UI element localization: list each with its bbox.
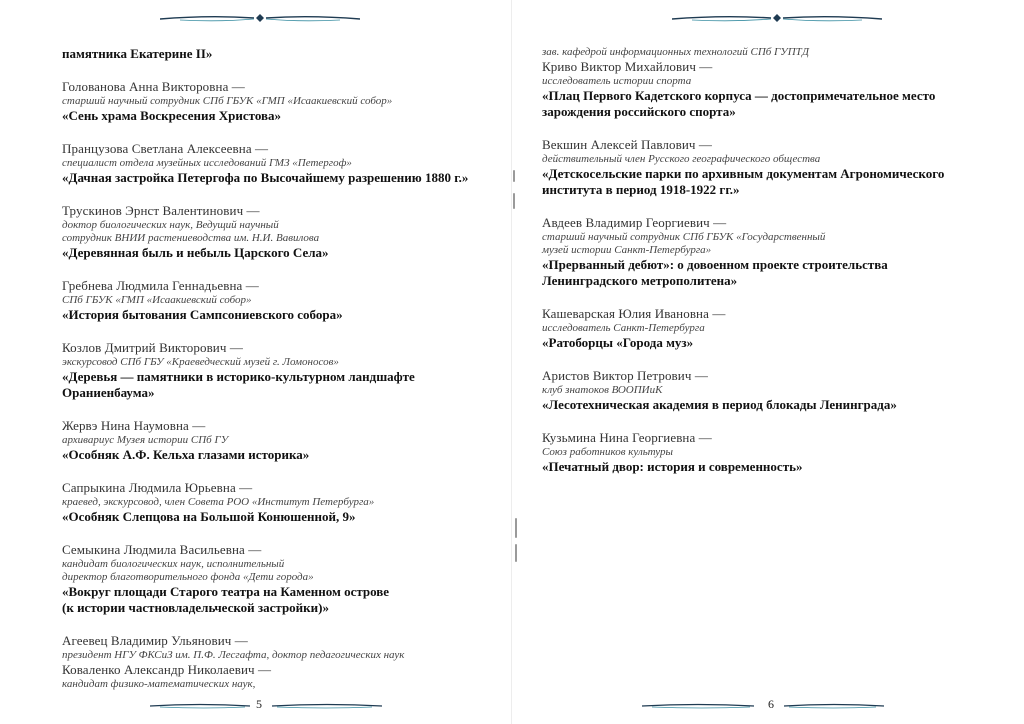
speaker-affiliation: музей истории Санкт-Петербурга» (542, 244, 712, 256)
speaker-name: Агеевец Владимир Ульянович — (62, 633, 248, 648)
talk-title: «Печатный двор: история и современность» (542, 459, 803, 474)
talk-title: «Ратоборцы «Города муз» (542, 335, 694, 350)
speaker-name: Трускинов Эрнст Валентинович — (62, 203, 260, 218)
speaker-affiliation: старший научный сотрудник СПб ГБУК «ГМП «Исаакиевский собор» (62, 95, 393, 107)
program-entry (542, 368, 982, 413)
program-entry (62, 480, 492, 525)
speaker-name: Коваленко Александр Николаевич — (62, 662, 272, 677)
speaker-name: Векшин Алексей Павлович — (542, 137, 712, 152)
right-page-content (542, 46, 982, 492)
talk-title: Ленинградского метрополитена» (542, 273, 738, 288)
page-number-left: 5 (256, 697, 262, 711)
speaker-affiliation: архивариус Музея истории СПб ГУ (62, 434, 229, 446)
speaker-affiliation: зав. кафедрой информационных технологий СПб ГУПТД (542, 46, 810, 58)
bottom-ornament-right (642, 701, 754, 711)
speaker-name: Сапрыкина Людмила Юрьевна — (62, 480, 253, 495)
talk-title: «Плац Первого Кадетского корпуса — достопримечательное место (542, 88, 936, 103)
speaker-name: Жервэ Нина Наумовна — (62, 418, 206, 433)
speaker-name: Кашеварская Юлия Ивановна — (542, 306, 726, 321)
talk-title: зарождения российского спорта» (542, 104, 736, 119)
talk-title: «Дачная застройка Петергофа по Высочайшему разрешению 1880 г.» (62, 170, 469, 185)
top-ornament-left (160, 12, 360, 24)
program-entry (62, 79, 492, 124)
speaker-affiliation: президент НГУ ФКСиЗ им. П.Ф. Лесгафта, доктор педагогических наук (62, 649, 405, 661)
program-entry (542, 46, 982, 120)
talk-title: «Деревья — памятники в историко-культурном ландшафте (62, 369, 415, 384)
bottom-ornament-right-2 (784, 701, 884, 711)
program-entry (542, 137, 982, 198)
program-entry (62, 542, 492, 616)
speaker-name: Козлов Дмитрий Викторович — (62, 340, 243, 355)
program-entry (542, 430, 982, 475)
talk-title: (к истории частновладельческой застройки)» (62, 600, 329, 615)
speaker-affiliation: краевед, экскурсовод, член Совета РОО «Институт Петербурга» (62, 496, 375, 508)
speaker-affiliation: директор благотворительного фонда «Дети города» (62, 571, 314, 583)
speaker-name: Авдеев Владимир Георгиевич — (542, 215, 727, 230)
left-page-content (62, 46, 492, 708)
talk-title: «Особняк Слепцова на Большой Конюшенной, 9» (62, 509, 356, 524)
speaker-affiliation: клуб знатоков ВООПИиК (542, 384, 663, 396)
speaker-affiliation: доктор биологических наук, Ведущий научный (62, 219, 279, 231)
speaker-affiliation: специалист отдела музейных исследований ГМЗ «Петергоф» (62, 157, 352, 169)
program-entry (62, 278, 492, 323)
speaker-name: Семыкина Людмила Васильевна — (62, 542, 262, 557)
speaker-name: Голованова Анна Викторовна — (62, 79, 245, 94)
speaker-affiliation: Союз работников культуры (542, 446, 673, 458)
speaker-name: Пранцузова Светлана Алексеевна — (62, 141, 269, 156)
talk-title: «Лесотехническая академия в период блокады Ленинграда» (542, 397, 897, 412)
speaker-name: Криво Виктор Михайлович — (542, 59, 713, 74)
page-number-right: 6 (768, 697, 774, 711)
binding-mark (515, 544, 517, 562)
talk-title: «Сень храма Воскресения Христова» (62, 108, 282, 123)
program-entry (62, 633, 492, 691)
talk-title: памятника Екатерине II» (62, 46, 213, 61)
talk-title: Ораниенбаума» (62, 385, 155, 400)
talk-title: «Деревянная быль и небыль Царского Села» (62, 245, 329, 260)
talk-title: «История бытования Сампсониевского собора» (62, 307, 343, 322)
speaker-affiliation: кандидат биологических наук, исполнительный (62, 558, 285, 570)
speaker-name: Аристов Виктор Петрович — (542, 368, 708, 383)
program-entry (542, 215, 982, 289)
program-entry (62, 418, 492, 463)
talk-title: «Прерванный дебют»: о довоенном проекте строительства (542, 257, 888, 272)
speaker-affiliation: исследователь Санкт-Петербурга (542, 322, 705, 334)
talk-title: «Вокруг площади Старого театра на Каменном острове (62, 584, 390, 599)
program-entry (62, 340, 492, 401)
binding-mark (513, 193, 515, 209)
top-ornament-right (672, 12, 882, 24)
program-entry (542, 306, 982, 351)
speaker-affiliation: действительный член Русского географического общества (542, 153, 821, 165)
program-entry (62, 141, 492, 186)
speaker-affiliation: старший научный сотрудник СПб ГБУК «Государственный (542, 231, 826, 243)
speaker-name: Гребнева Людмила Геннадьевна — (62, 278, 259, 293)
binding-mark (513, 170, 515, 182)
talk-title: «Особняк А.Ф. Кельха глазами историка» (62, 447, 310, 462)
program-entry (62, 203, 492, 261)
speaker-affiliation: исследователь истории спорта (542, 75, 692, 87)
bottom-ornament-left-2 (272, 701, 382, 711)
speaker-name: Кузьмина Нина Георгиевна — (542, 430, 712, 445)
talk-title: института в период 1918-1922 гг.» (542, 182, 740, 197)
speaker-affiliation: сотрудник ВНИИ растениеводства им. Н.И. Вавилова (62, 232, 320, 244)
speaker-affiliation: кандидат физико-математических наук, (62, 678, 256, 690)
program-entry (62, 46, 492, 62)
right-page (512, 0, 1024, 724)
speaker-affiliation: экскурсовод СПб ГБУ «Краеведческий музей г. Ломоносов» (62, 356, 339, 368)
speaker-affiliation: СПб ГБУК «ГМП «Исаакиевский собор» (62, 294, 252, 306)
talk-title: «Детскосельские парки по архивным документам Агрономического (542, 166, 945, 181)
binding-mark (515, 518, 517, 538)
bottom-ornament-left (150, 701, 250, 711)
